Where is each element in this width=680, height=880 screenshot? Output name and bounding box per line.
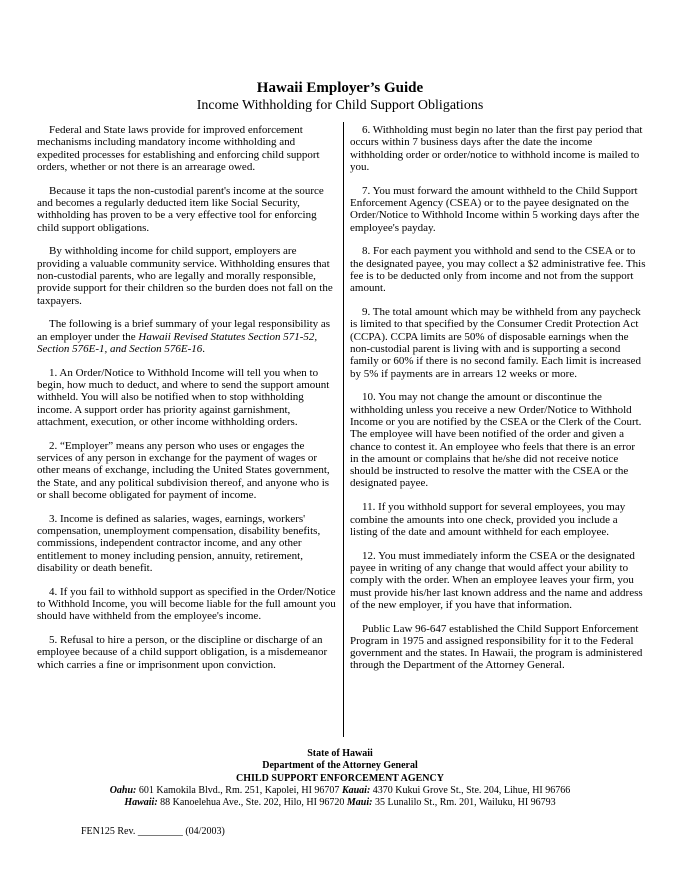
intro-paragraph: Federal and State laws provide for improved enforcement mechanisms including mandatory income withholding and expedited processes for establishing and enforcing child support orders, whether or not there is an arrearage owed. [37, 124, 320, 173]
maui-label: Maui: [346, 797, 373, 809]
footer-agency: CHILD SUPPORT ENFORCEMENT AGENCY [236, 772, 444, 784]
summary-text: The following is a brief summary of your legal responsibility as an employer under the [37, 318, 331, 343]
footer-department: Department of the Attorney General [262, 760, 418, 772]
list-item-11: 11. If you withhold support for several employees, you may combine the amounts into one check, provided you include a listing of the date and amount withheld for each employee. [350, 501, 626, 538]
footer-state: State of Hawaii [307, 748, 373, 759]
list-item-5: 5. Refusal to hire a person, or the discipline or discharge of an employee because of a child support obligation, is a misdemeanor which carries a fine or imprisonment upon conviction. [37, 634, 328, 671]
list-item-1: 1. An Order/Notice to Withhold Income will tell you when to begin, how much to deduct, and where to send the support amount withheld. You will also be notified when to stop withholding income. A support order has priority against garnishment, attachment, execution, or other income withholding orders. [37, 366, 330, 428]
kauai-address: 4370 Kukui Grove St., Ste. 204, Lihue, HI 96766 [370, 784, 571, 796]
list-item-7: 7. You must forward the amount withheld to the Child Support Enforcement Agency (CSEA) or to the payee designated on the Order/Notice to Withhold Income within 5 working days after the employee's payday. [350, 184, 640, 234]
kauai-label: Kauai: [341, 784, 371, 796]
footer-address-line-2 [0, 797, 680, 809]
summary-end: . [202, 342, 206, 355]
document-title: Hawaii Employer’s Guide [256, 80, 424, 96]
list-item-4: 4. If you fail to withhold support as specified in the Order/Notice to Withhold Income, you will become liable for the full amount you should have withheld from the employee's income. [37, 585, 336, 623]
list-item-3: 3. Income is defined as salaries, wages, earnings, workers' compensation, unemployment compensation, disability benefits, commissions, independent contractor income, and any other entitlement to money including pension, annuity, retirement, disability or death benefit. [37, 512, 321, 574]
community-service-paragraph: By withholding income for child support, employers are providing a valuable community service. Withholding ensures that non-custodial parents, who are legally and morally responsible, provide support for their children so the burden does not fall on the taxpayers. [37, 245, 333, 307]
maui-address: 35 Lunalilo St., Rm. 201, Wailuku, HI 96793 [372, 797, 556, 809]
list-item-6: 6. Withholding must begin no later than the first pay period that occurs within 7 business days after the date the income withholding order or order/notice to withhold income is mailed to you. [350, 124, 643, 173]
list-item-2: 2. “Employer” means any person who uses or engages the services of any person in exchange for the payment of wages or other means of exchange, including the United States government, the State, and any political subdivision thereof, and anyone who is or shall become obligated for payment of income. [37, 439, 330, 501]
list-item-9: 9. The total amount which may be withheld from any paycheck is limited to that specified by the Consumer Credit Protection Act (CCPA). CCPA limits are 50% of disposable earnings when the non-custodial parent is living with and is supporting a second family or 60% if there is no second family. Each limit is increased by 5% if payments are in arrears 12 weeks or more. [350, 306, 642, 380]
statute-citation: Hawaii Revised Statutes Section 571-52, Section 576E-1, and Section 576E-16 [37, 330, 318, 355]
footer-address-line-1 [0, 785, 680, 797]
form-number: FEN125 Rev. _________ (04/2003) [81, 826, 225, 837]
closing-paragraph: Public Law 96-647 established the Child Support Enforcement Program in 1975 and assigned responsibility for it to the Federal government and the states. In Hawaii, the program is administered through the Department of the Attorney General. [350, 622, 643, 672]
oahu-label: Oahu: [109, 784, 137, 796]
summary-paragraph [37, 318, 337, 355]
hawaii-address: 88 Kanoelehua Ave., Ste. 202, Hilo, HI 96720 [157, 797, 347, 809]
document-subtitle: Income Withholding for Child Support Obligations [196, 98, 484, 113]
hawaii-label: Hawaii: [124, 797, 158, 809]
left-column [37, 124, 337, 682]
list-item-10: 10. You may not change the amount or discontinue the withholding unless you receive a new Order/Notice to Withhold Income or you are notified by the CSEA or the Clerk of the Court. The employee will have been notified of the order and given a chance to contest it. An employee who feels that there is an error in the amount or complains that he/she did not receive notice should be instructed to resolve the matter with the CSEA or the designated payee. [350, 391, 642, 490]
withholding-paragraph: Because it taps the non-custodial parent's income at the source and becomes a regularly deducted item like Social Security, withholding has proven to be a very effective tool for enforcing child support obligations. [37, 184, 324, 234]
list-item-12: 12. You must immediately inform the CSEA or the designated payee in writing of any change that would affect your ability to comply with the order. When an employee leaves your firm, you must provide his/her last known address and the name and address of the new employer, if you have that information. [350, 549, 643, 611]
list-item-8: 8. For each payment you withhold and send to the CSEA or to the designated payee, you may collect a $2 administrative fee. This fee is to be deducted only from income and not from the support amount. [350, 245, 646, 295]
column-divider [343, 122, 344, 737]
agency-footer [0, 748, 680, 809]
oahu-address: 601 Kamokila Blvd., Rm. 251, Kapolei, HI 96707 [136, 784, 342, 796]
right-column [350, 124, 646, 683]
